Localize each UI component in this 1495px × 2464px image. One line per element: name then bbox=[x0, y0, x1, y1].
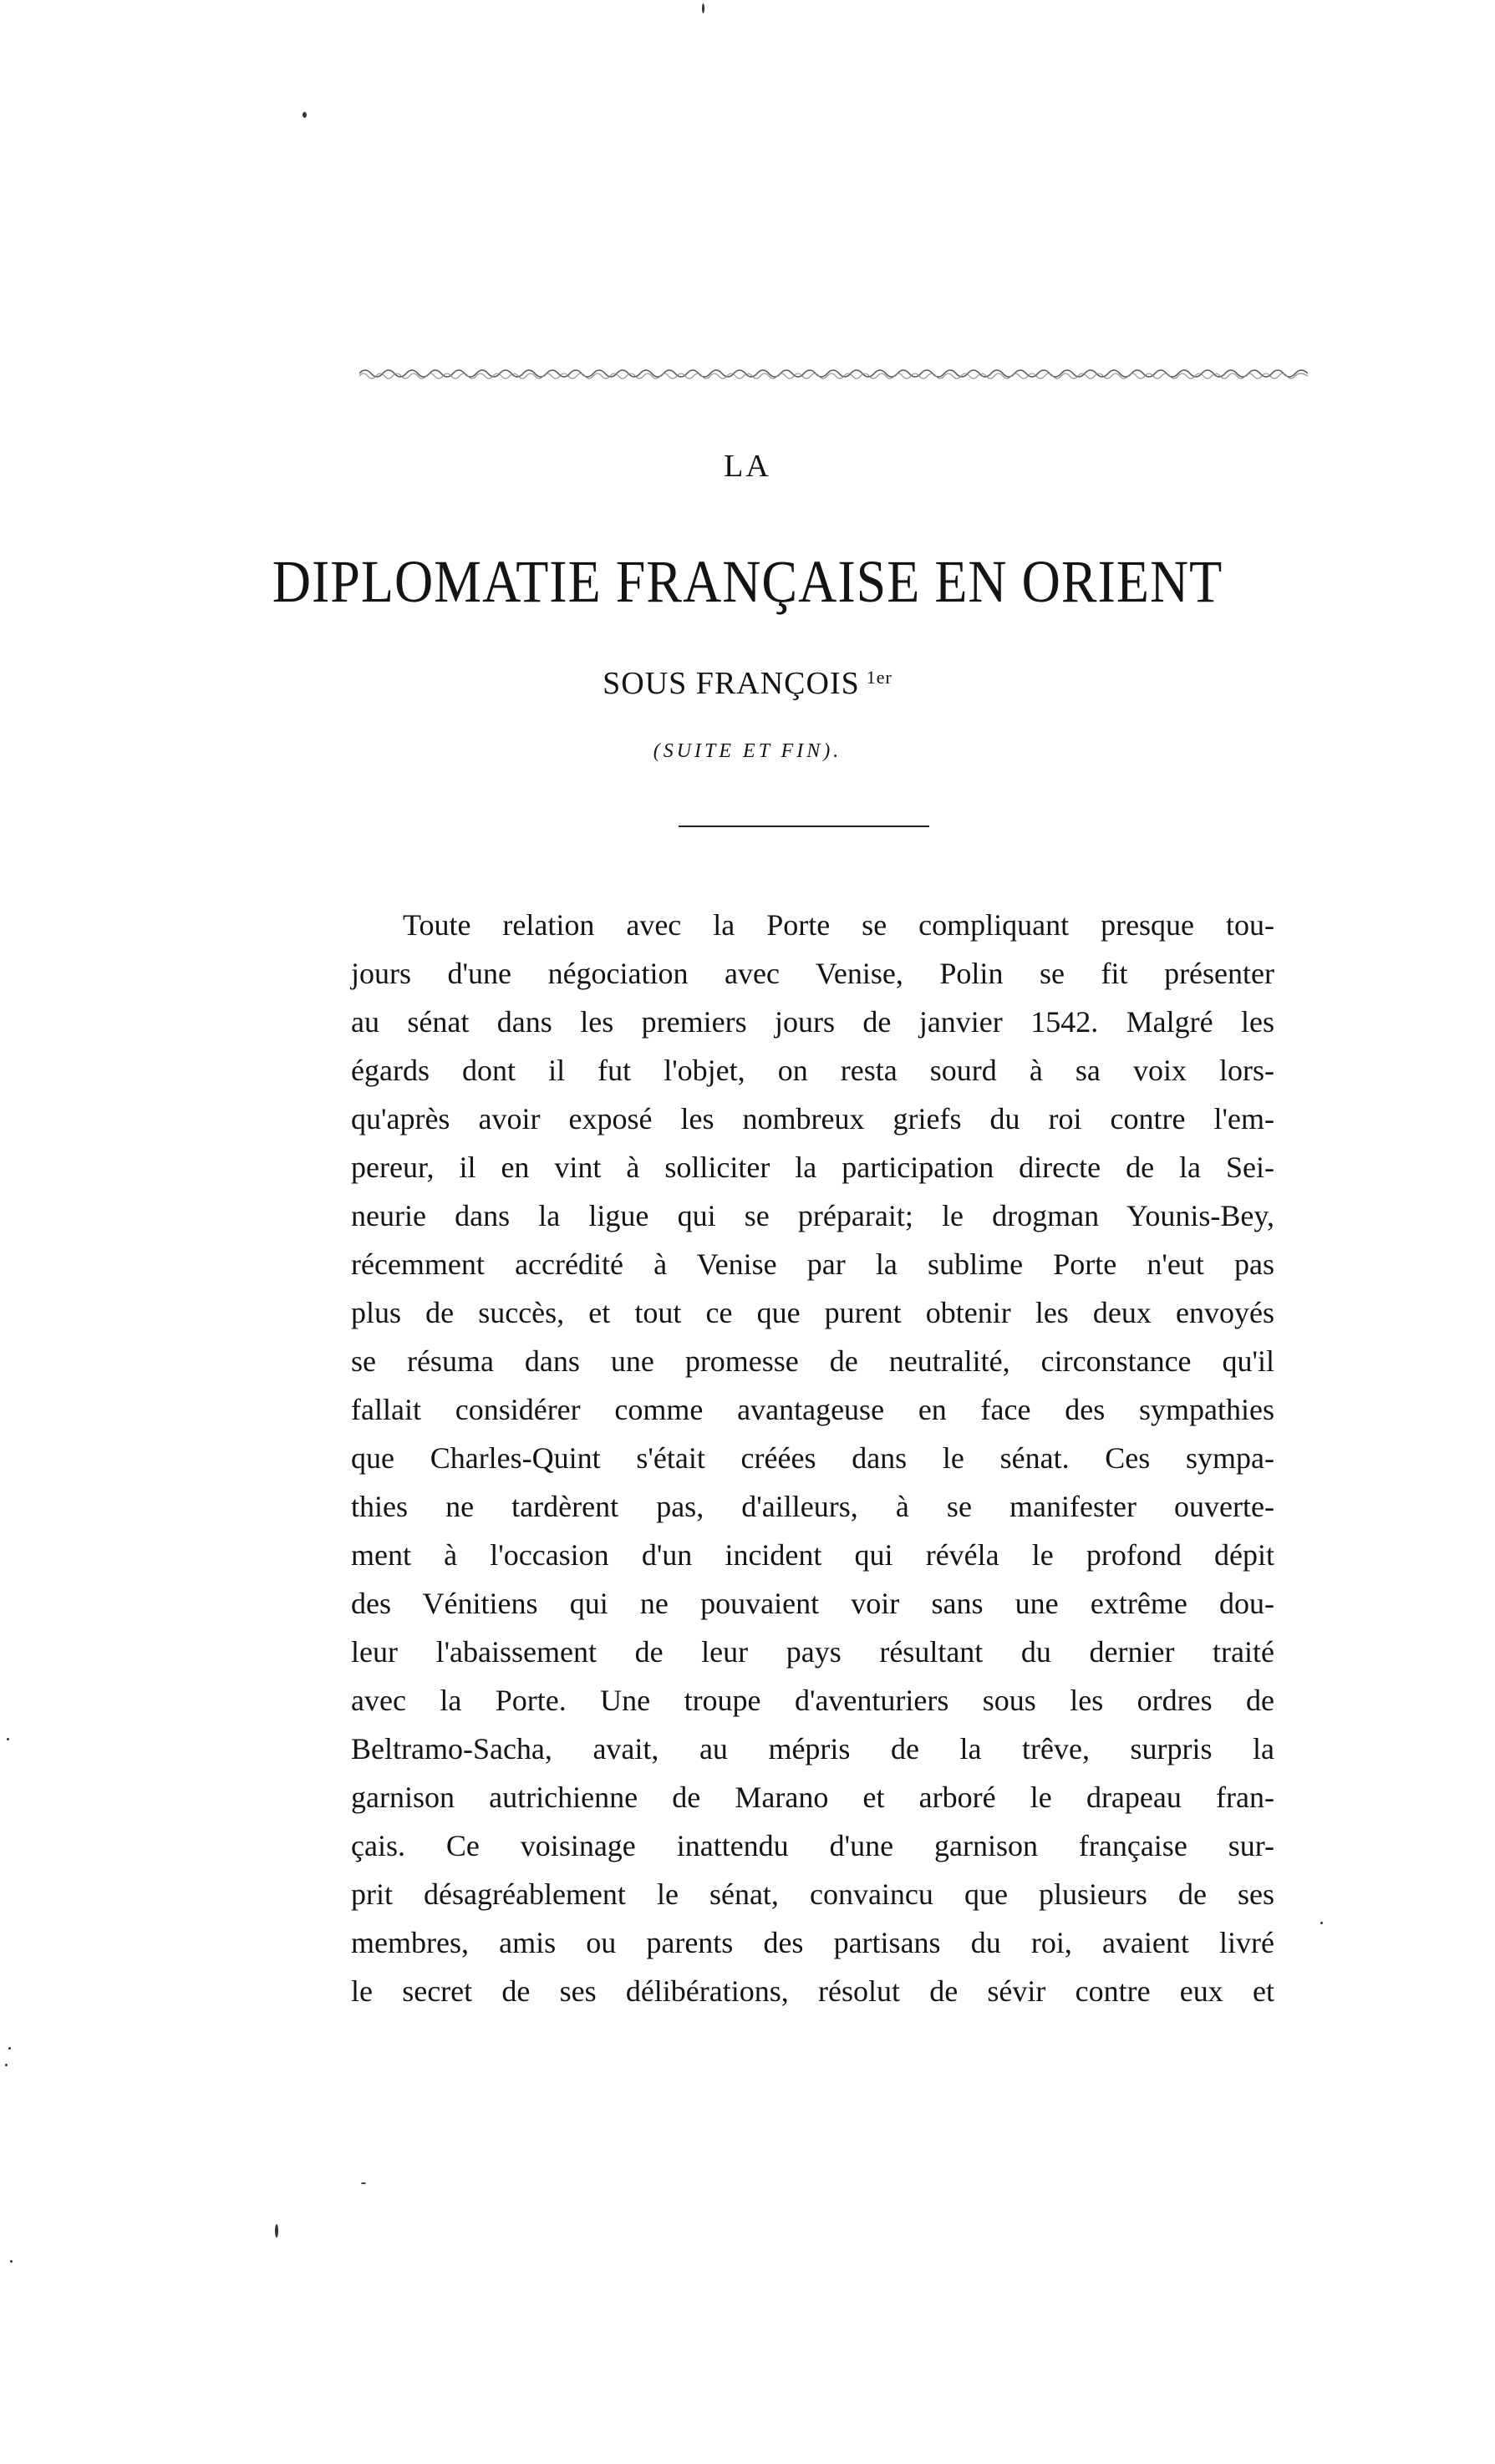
text-line: se résuma dans une promesse de neutralité, circonstance qu'il bbox=[351, 1344, 1274, 1378]
text-line: leur l'abaissement de leur pays résultant du dernier traité bbox=[351, 1635, 1274, 1669]
subtitle-superscript: 1er bbox=[866, 667, 892, 688]
text-line: pereur, il en vint à solliciter la participation directe de la Sei- bbox=[351, 1151, 1274, 1184]
text-line: des Vénitiens qui ne pouvaient voir sans une extrême dou- bbox=[351, 1587, 1274, 1620]
continuation-note: (SUITE ET FIN). bbox=[653, 740, 842, 762]
text-line: avec la Porte. Une troupe d'aventuriers sous les ordres de bbox=[351, 1684, 1274, 1717]
text-line: ment à l'occasion d'un incident qui révéla le profond dépit bbox=[351, 1538, 1274, 1572]
text-line: jours d'une négociation avec Venise, Polin se fit présenter bbox=[351, 957, 1274, 990]
title-article: LA bbox=[724, 449, 771, 484]
text-line: récemment accrédité à Venise par la sublime Porte n'eut pas bbox=[351, 1247, 1274, 1281]
text-line: Beltramo-Sacha, avait, au mépris de la trêve, surpris la bbox=[351, 1732, 1274, 1765]
text-line: au sénat dans les premiers jours de janvier 1542. Malgré les bbox=[351, 1005, 1274, 1039]
text-line: le secret de ses délibérations, résolut de sévir contre eux et bbox=[351, 1974, 1274, 2008]
body-paragraph bbox=[351, 901, 1274, 2015]
text-line: prit désagréablement le sénat, convaincu que plusieurs de ses bbox=[351, 1877, 1274, 1911]
text-line: thies ne tardèrent pas, d'ailleurs, à se manifester ouverte- bbox=[351, 1490, 1274, 1523]
text-line: plus de succès, et tout ce que purent obtenir les deux envoyés bbox=[351, 1296, 1274, 1329]
text-line: garnison autrichienne de Marano et arboré le drapeau fran- bbox=[351, 1781, 1274, 1814]
subtitle-text: SOUS FRANÇOIS bbox=[603, 666, 860, 701]
text-line: membres, amis ou parents des partisans du roi, avaient livré bbox=[351, 1926, 1274, 1959]
text-line: fallait considérer comme avantageuse en face des sympathies bbox=[351, 1393, 1274, 1426]
page-title: DIPLOMATIE FRANÇAISE EN ORIENT bbox=[272, 548, 1223, 615]
page-subtitle bbox=[0, 665, 1495, 702]
text-line: çais. Ce voisinage inattendu d'une garnison française sur- bbox=[351, 1829, 1274, 1862]
text-line: égards dont il fut l'objet, on resta sourd à sa voix lors- bbox=[351, 1054, 1274, 1087]
section-divider bbox=[679, 826, 929, 827]
decorative-ornament-rule bbox=[359, 364, 1308, 383]
text-line: neurie dans la ligue qui se préparait; le drogman Younis-Bey, bbox=[351, 1199, 1274, 1232]
text-line: qu'après avoir exposé les nombreux griefs du roi contre l'em- bbox=[351, 1102, 1274, 1135]
text-line: Toute relation avec la Porte se compliquant presque tou- bbox=[403, 908, 1274, 942]
text-line: que Charles-Quint s'était créées dans le sénat. Ces sympa- bbox=[351, 1441, 1274, 1475]
